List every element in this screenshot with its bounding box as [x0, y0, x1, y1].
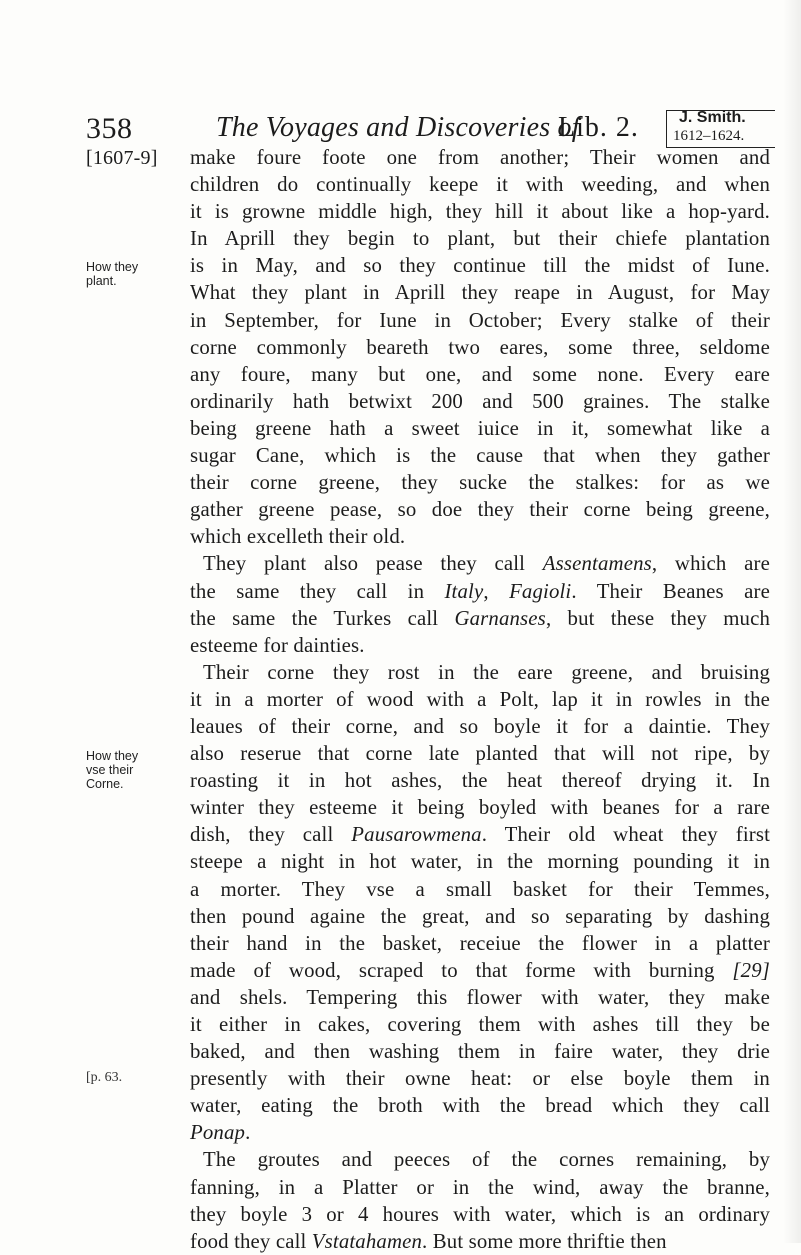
italic-term: [29] [732, 958, 770, 982]
text-line [190, 442, 770, 469]
side-note-line: How they [86, 260, 139, 274]
text-segment: the same the Turkes call [190, 606, 455, 630]
italic-term: Vstatahamen [311, 1229, 423, 1253]
text-line [190, 605, 770, 632]
text-segment: and shels. Tempering this flower with water, they make [190, 985, 770, 1009]
page-number: 358 [86, 112, 133, 145]
text-line [190, 415, 770, 442]
side-note-line: vse their [86, 763, 134, 777]
text-line [190, 361, 770, 388]
italic-term: Pausarowmena [351, 823, 482, 847]
text-segment: . But some more thriftie then [422, 1229, 667, 1253]
text-segment: baked, and then washing them in faire water, they drie [190, 1040, 770, 1064]
side-note-line: How they [86, 749, 139, 763]
text-segment: , which are [651, 552, 770, 576]
book-label: Lib. 2. [558, 112, 639, 143]
text-segment: also reserue that corne late planted that will not ripe, by [190, 742, 770, 766]
text-segment: gather greene pease, so doe they their corne being greene, [190, 498, 770, 522]
text-segment: their corne greene, they sucke the stalkes: for as we [190, 471, 770, 495]
text-segment: What they plant in Aprill they reape in August, for May [190, 281, 770, 305]
text-line [190, 334, 770, 361]
text-segment: dish, they call [190, 823, 352, 847]
text-segment: being greene hath a sweet iuice in it, somewhat like a [190, 416, 770, 440]
italic-term: Assentamens [542, 552, 652, 576]
text-line [190, 279, 770, 306]
italic-term: Ponap [190, 1121, 246, 1145]
text-line [190, 984, 770, 1011]
text-line [190, 307, 770, 334]
text-segment: sugar Cane, which is the cause that when they gather [190, 444, 770, 468]
text-line [190, 469, 770, 496]
text-line [190, 1146, 770, 1173]
text-segment: it is growne middle high, they hill it about like a hop-yard. [190, 200, 770, 224]
text-segment: , but these they much [545, 606, 770, 630]
text-line [190, 198, 770, 225]
text-segment: leaues of their corne, and so boyle it for a daintie. They [190, 714, 770, 738]
text-line [190, 794, 770, 821]
text-segment: food they call [190, 1229, 312, 1253]
side-note-how-they-plant [86, 260, 176, 288]
text-line [190, 903, 770, 930]
text-segment: roasting it in hot ashes, the heat thereof drying it. In [190, 769, 770, 793]
text-line [190, 578, 770, 605]
author-name: J. Smith. [679, 109, 746, 126]
text-segment: corne commonly beareth two eares, some three, seldome [190, 335, 770, 359]
text-segment: then pound againe the great, and so separating by dashing [190, 904, 770, 928]
margin-date: [1607-9] [86, 147, 158, 169]
running-head [86, 108, 786, 148]
text-segment: . [245, 1121, 251, 1145]
text-line [190, 225, 770, 252]
text-line [190, 632, 770, 659]
text-line [190, 1174, 770, 1201]
text-line [190, 171, 770, 198]
text-segment: children do continually keepe it with weeding, and when [190, 173, 770, 197]
text-line [190, 1011, 770, 1038]
text-line [190, 252, 770, 279]
text-line [190, 388, 770, 415]
text-line [190, 550, 770, 577]
text-segment: In Aprill they begin to plant, but their chiefe plantation [190, 227, 770, 251]
italic-term: Garnanses [454, 606, 546, 630]
text-segment: steepe a night in hot water, in the morning pounding it in [190, 850, 770, 874]
text-segment: made of wood, scraped to that forme with burning [190, 958, 733, 982]
text-segment: fanning, in a Platter or in the wind, away the branne, [190, 1175, 770, 1199]
text-segment: they boyle 3 or 4 houres with water, which is an ordinary [190, 1202, 770, 1226]
italic-term: Fagioli [509, 579, 572, 603]
text-line [190, 930, 770, 957]
author-years: 1612–1624. [673, 128, 745, 144]
text-line [190, 848, 770, 875]
side-note-line: Corne. [86, 777, 124, 791]
text-segment: is in May, and so they continue till the midst of Iune. [190, 254, 770, 278]
original-page-ref: [p. 63. [86, 1070, 123, 1085]
text-line [190, 1228, 770, 1255]
text-line [190, 740, 770, 767]
side-note-line: plant. [86, 274, 117, 288]
text-segment: which excelleth their old. [190, 525, 406, 549]
text-segment: The groutes and peeces of the cornes remaining, by [203, 1148, 770, 1172]
page-edge-shadow [783, 0, 801, 1243]
text-line [190, 1201, 770, 1228]
body-text [190, 144, 770, 1255]
text-line [190, 713, 770, 740]
text-line [190, 876, 770, 903]
text-segment: ordinarily hath betwixt 200 and 500 graines. The stalke [190, 389, 770, 413]
text-line [190, 659, 770, 686]
author-bracket [666, 110, 775, 148]
text-line [190, 523, 770, 550]
text-line [190, 144, 770, 171]
text-line [190, 1092, 770, 1119]
text-segment: in September, for Iune in October; Every stalke of their [190, 308, 770, 332]
text-line [190, 767, 770, 794]
text-segment: . Their Beanes are [571, 579, 771, 603]
text-line [190, 686, 770, 713]
italic-term: Italy [444, 579, 484, 603]
text-segment: , [483, 579, 510, 603]
text-line [190, 1119, 770, 1146]
text-segment: it either in cakes, covering them with ashes till they be [190, 1013, 770, 1036]
text-line [190, 1065, 770, 1092]
text-line [190, 496, 770, 523]
text-line [190, 821, 770, 848]
text-segment: They plant also pease they call [203, 552, 543, 576]
text-segment: the same they call in [190, 579, 445, 603]
text-segment: water, eating the broth with the bread which they call [190, 1094, 770, 1118]
text-segment: a morter. They vse a small basket for their Temmes, [190, 877, 770, 901]
text-segment: Their corne they rost in the eare greene, and bruising [203, 660, 770, 684]
text-segment: presently with their owne heat: or else boyle them in [190, 1067, 770, 1091]
text-line [190, 1038, 770, 1065]
running-title: The Voyages and Discoveries of [216, 112, 580, 143]
text-segment: any foure, many but one, and some none. Every eare [190, 362, 770, 386]
text-segment: it in a morter of wood with a Polt, lap it in rowles in the [190, 687, 770, 711]
text-segment: their hand in the basket, receiue the flower in a platter [190, 931, 770, 955]
text-line [190, 957, 770, 984]
text-segment: winter they esteeme it being boyled with beanes for a rare [190, 796, 770, 820]
side-note-how-they-use-corne [86, 749, 176, 791]
text-segment: esteeme for dainties. [190, 633, 365, 657]
text-segment: make foure foote one from another; Their women and [190, 146, 770, 169]
text-segment: . Their old wheat they first [481, 823, 770, 847]
